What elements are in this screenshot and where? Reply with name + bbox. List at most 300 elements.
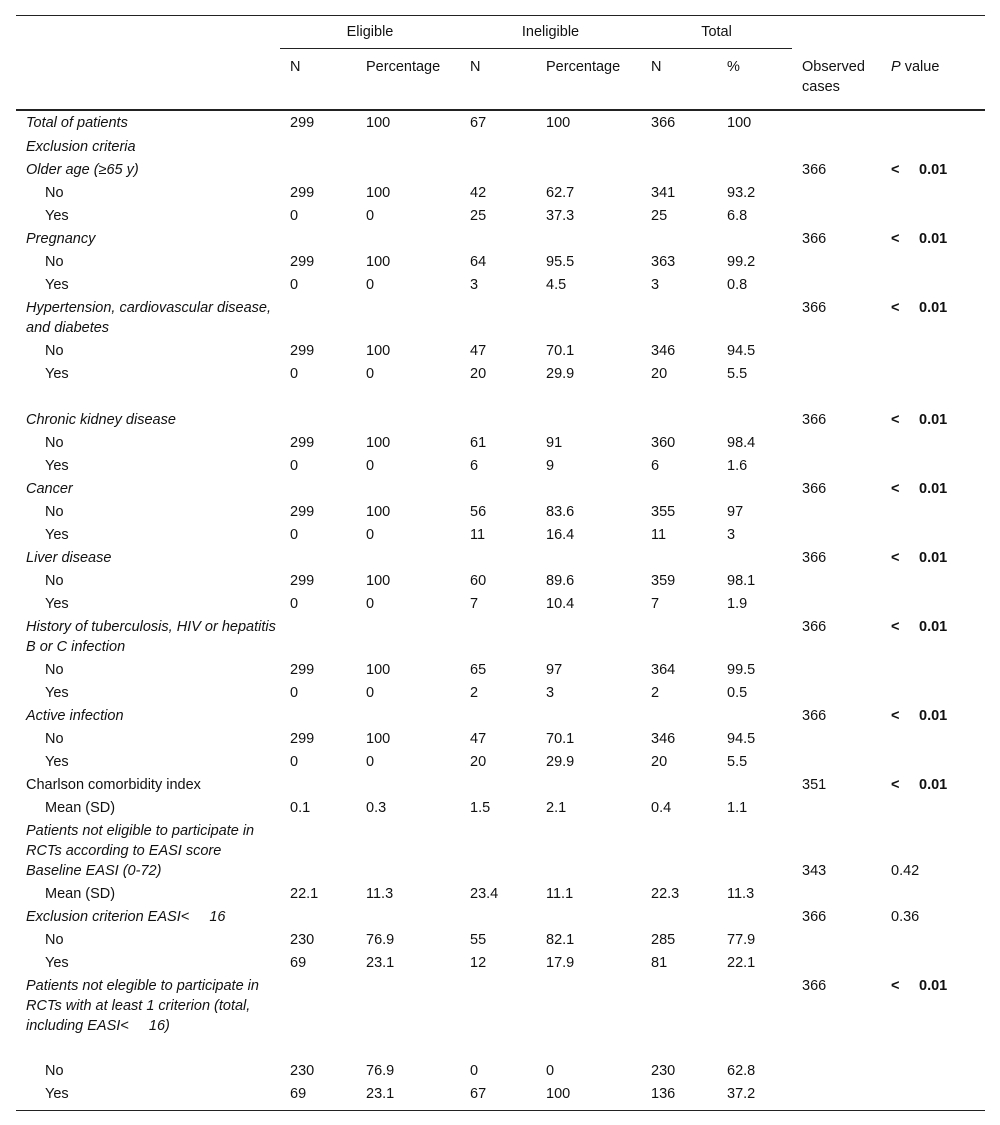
p-value-cell: [881, 364, 985, 387]
observed-cases-cell: [792, 341, 881, 364]
table-cell: [536, 821, 641, 861]
table-cell: 67: [460, 1084, 536, 1111]
observed-cases-cell: [792, 660, 881, 683]
row-label: No: [45, 662, 64, 678]
p-value-cell: [881, 798, 985, 821]
p-value: 0.01: [919, 162, 948, 178]
observed-cases-cell: 366: [802, 162, 827, 178]
table-row: [16, 729, 985, 752]
table-row: [16, 706, 985, 729]
table-cell: 359: [651, 573, 676, 589]
p-value-cell: [881, 548, 985, 571]
table-row: [16, 479, 985, 502]
table-row: [16, 525, 985, 548]
table-cell: 11.1: [546, 886, 574, 902]
table-cell: [460, 479, 536, 502]
group-total: [641, 16, 792, 49]
p-value-cell: [881, 752, 985, 775]
table-cell: 67: [470, 115, 487, 131]
observed-cases-cell: [792, 821, 881, 861]
observed-cases-cell: [792, 729, 881, 752]
p-value-cell: [881, 275, 985, 298]
table-cell: [641, 137, 717, 160]
p-value: 0.01: [919, 481, 948, 497]
p-value: 0.01: [919, 300, 948, 316]
table-cell: 70.1: [546, 343, 575, 359]
table-cell: 62.8: [727, 1063, 756, 1079]
p-value-cell: [881, 137, 985, 160]
table-row: [16, 1084, 985, 1111]
table-cell: [356, 160, 460, 183]
table-cell: 20: [651, 366, 668, 382]
p-value: 0.01: [919, 412, 948, 428]
table-cell: 366: [651, 115, 676, 131]
table-row: [16, 617, 985, 660]
table-cell: 37.2: [717, 1084, 792, 1111]
row-label: No: [45, 185, 64, 201]
table-cell: [280, 907, 356, 930]
table-cell: 7: [470, 596, 479, 612]
row-label: Patients not elegible to participate in RCTs with at least 1 criterion (total, including EASI< 16): [26, 978, 263, 1034]
table-cell: [356, 548, 460, 571]
table-cell: 20: [651, 754, 668, 770]
table-cell: 100: [727, 115, 752, 131]
table-cell: 100: [366, 115, 391, 131]
less-than-sign: <: [891, 777, 900, 793]
p-value-cell: [881, 298, 985, 341]
col-header: Percentage: [536, 49, 641, 111]
table-cell: 94.5: [727, 343, 756, 359]
table-cell: 0: [290, 366, 299, 382]
table-cell: 0: [366, 277, 375, 293]
table-cell: 364: [651, 662, 676, 678]
row-label: Yes: [45, 527, 69, 543]
table-cell: [536, 976, 641, 1061]
table-cell: [356, 976, 460, 1061]
table-cell: [356, 137, 460, 160]
table-row: [16, 160, 985, 183]
observed-cases-cell: [792, 1061, 881, 1084]
table-row: [16, 571, 985, 594]
table-cell: [460, 548, 536, 571]
table-row: [16, 387, 985, 433]
table-cell: [536, 229, 641, 252]
table-cell: 99.5: [727, 662, 756, 678]
table-row: [16, 229, 985, 252]
col-header: Percentage: [356, 49, 460, 111]
table-cell: 0.4: [651, 800, 672, 816]
table-cell: 22.3: [651, 886, 680, 902]
table-row: [16, 752, 985, 775]
col-header-observed: Observed cases: [792, 49, 881, 111]
row-label: No: [45, 573, 64, 589]
table-cell: 29.9: [546, 754, 575, 770]
observed-cases-cell: 366: [802, 550, 827, 566]
p-value-cell: [881, 341, 985, 364]
p-value-cell: [881, 861, 985, 884]
table-cell: [641, 298, 717, 341]
row-label: Yes: [45, 366, 69, 382]
table-cell: 47: [470, 343, 487, 359]
p-value: 0.01: [919, 550, 948, 566]
col-header: N: [280, 49, 356, 111]
header-blank: [881, 16, 985, 49]
group-eligible: [280, 16, 460, 49]
row-label: Patients not eligible to participate in RCTs according to EASI score: [26, 823, 259, 859]
p-value-cell: [881, 821, 985, 861]
table-cell: 64: [470, 254, 487, 270]
table-cell: [536, 861, 641, 884]
less-than-sign: <: [891, 412, 900, 428]
table-cell: 97: [727, 504, 744, 520]
row-label: Liver disease: [26, 550, 112, 566]
row-label: No: [45, 343, 64, 359]
p-value: 0.01: [919, 619, 948, 635]
table-cell: [460, 821, 536, 861]
observed-cases-cell: [792, 456, 881, 479]
table-cell: [460, 160, 536, 183]
table-cell: 1.5: [470, 800, 491, 816]
table-cell: 69: [290, 955, 307, 971]
p-value: 0.01: [919, 708, 948, 724]
table-cell: 0: [366, 458, 375, 474]
table-cell: [356, 229, 460, 252]
table-cell: [641, 775, 717, 798]
row-label: Yes: [45, 277, 69, 293]
table-cell: 230: [651, 1063, 676, 1079]
table-cell: 94.5: [727, 731, 756, 747]
table-cell: 0.1: [290, 800, 311, 816]
table-cell: 16.4: [546, 527, 575, 543]
row-label: No: [45, 254, 64, 270]
table-row: [16, 298, 985, 341]
table-cell: 76.9: [366, 1063, 395, 1079]
table-cell: 1.9: [727, 596, 748, 612]
observed-cases-cell: [792, 206, 881, 229]
table-cell: [536, 548, 641, 571]
table-cell: 82.1: [546, 932, 575, 948]
p-value-cell: [881, 683, 985, 706]
table-cell: 0: [290, 685, 299, 701]
table-cell: 299: [290, 435, 315, 451]
table-cell: [356, 821, 460, 861]
observed-cases-cell: 366: [802, 300, 827, 316]
group-ineligible: [460, 16, 641, 49]
observed-cases-cell: [792, 752, 881, 775]
table-cell: [460, 775, 536, 798]
less-than-sign: <: [891, 481, 900, 497]
table-cell: 47: [470, 731, 487, 747]
table-row: [16, 275, 985, 298]
table-cell: 299: [290, 185, 315, 201]
col-header: N: [641, 49, 717, 111]
row-label: Mean (SD): [45, 800, 116, 816]
table-cell: 76.9: [366, 932, 395, 948]
table-cell: 5.5: [727, 366, 748, 382]
table-cell: [717, 976, 792, 1061]
table-cell: [641, 861, 717, 884]
p-value: 0.01: [919, 978, 948, 994]
table-cell: 0: [546, 1063, 555, 1079]
p-value: 0.42: [891, 863, 920, 879]
observed-cases-cell: [792, 183, 881, 206]
table-cell: [460, 706, 536, 729]
table-cell: 89.6: [546, 573, 575, 589]
table-cell: [641, 821, 717, 861]
row-label: Hypertension, cardiovascular disease, and diabetes: [26, 300, 276, 336]
table-cell: 0: [290, 277, 299, 293]
table-cell: [641, 706, 717, 729]
table-body: [16, 110, 985, 1111]
p-value-cell: [881, 479, 985, 502]
observed-cases-cell: [792, 798, 881, 821]
p-letter: P: [891, 58, 901, 75]
header-blank: [16, 49, 280, 111]
table-row: [16, 821, 985, 861]
header-blank: [16, 16, 280, 49]
table-cell: [460, 387, 536, 433]
col-header: N: [460, 49, 536, 111]
table-cell: 100: [366, 254, 391, 270]
observed-cases-cell: [792, 433, 881, 456]
table-cell: [356, 861, 460, 884]
observed-cases-cell: [792, 953, 881, 976]
table-cell: [280, 548, 356, 571]
row-label: Active infection: [26, 708, 124, 724]
table-cell: 6.8: [727, 208, 748, 224]
table-cell: 360: [651, 435, 676, 451]
table-row: [16, 775, 985, 798]
p-value-word: value: [900, 58, 940, 75]
table-cell: 341: [651, 185, 676, 201]
observed-cases-cell: 343: [802, 863, 827, 879]
table-cell: 93.2: [727, 185, 756, 201]
table-cell: 11: [651, 527, 667, 543]
table-row: [16, 953, 985, 976]
table-cell: [717, 821, 792, 861]
table-row: [16, 548, 985, 571]
observed-cases-cell: 366: [802, 708, 827, 724]
table-cell: [717, 479, 792, 502]
table-cell: 20: [470, 366, 487, 382]
table-cell: [280, 160, 356, 183]
table-cell: 10.4: [546, 596, 575, 612]
row-label: Exclusion criteria: [26, 139, 136, 155]
table-cell: [280, 298, 356, 341]
row-label: Yes: [45, 754, 69, 770]
table-cell: [280, 706, 356, 729]
table-cell: 70.1: [546, 731, 575, 747]
row-label: Exclusion criterion EASI< 16: [26, 909, 226, 925]
less-than-sign: <: [891, 231, 900, 247]
table-row: [16, 183, 985, 206]
table-cell: [717, 548, 792, 571]
p-value-cell: [881, 525, 985, 548]
table-cell: 0.5: [727, 685, 748, 701]
header-blank: [792, 16, 881, 49]
table-cell: [280, 617, 356, 660]
table-cell: [280, 861, 356, 884]
table-cell: 363: [651, 254, 676, 270]
p-value-cell: [881, 884, 985, 907]
row-label: Yes: [45, 208, 69, 224]
table-cell: [717, 907, 792, 930]
table-cell: 69: [280, 1084, 356, 1111]
row-label: No: [45, 731, 64, 747]
col-header-pvalue: [881, 49, 985, 111]
table-cell: 0: [290, 458, 299, 474]
row-label: Baseline EASI (0-72): [26, 863, 162, 879]
table-cell: 3: [727, 527, 736, 543]
table-cell: 56: [470, 504, 487, 520]
p-value-cell: [881, 229, 985, 252]
table-cell: 0: [366, 685, 375, 701]
table-cell: 91: [546, 435, 563, 451]
table-row: [16, 660, 985, 683]
less-than-sign: <: [891, 162, 900, 178]
observed-cases-cell: 366: [802, 619, 827, 635]
table-cell: 37.3: [546, 208, 575, 224]
table-cell: 62.7: [546, 185, 575, 201]
observed-cases-cell: 366: [802, 481, 827, 497]
table-cell: [280, 387, 356, 433]
p-value-cell: [881, 660, 985, 683]
table-cell: [536, 617, 641, 660]
table-cell: 299: [290, 343, 315, 359]
p-value-cell: [881, 502, 985, 525]
table-cell: [641, 907, 717, 930]
table-row: [16, 861, 985, 884]
table-cell: [641, 229, 717, 252]
table-cell: [280, 821, 356, 861]
table-cell: [460, 976, 536, 1061]
p-value-cell: [881, 953, 985, 976]
less-than-sign: <: [891, 708, 900, 724]
table-row: [16, 206, 985, 229]
table-cell: 7: [651, 596, 660, 612]
table-cell: 100: [536, 1084, 641, 1111]
observed-cases-cell: [792, 683, 881, 706]
p-value-cell: [881, 456, 985, 479]
table-cell: [641, 387, 717, 433]
table-cell: [460, 229, 536, 252]
table-cell: 1.1: [727, 800, 748, 816]
row-label: Total of patients: [26, 115, 128, 131]
less-than-sign: <: [891, 300, 900, 316]
table-row: [16, 1061, 985, 1084]
p-value-cell: [881, 706, 985, 729]
table-cell: 60: [470, 573, 487, 589]
table-cell: 29.9: [546, 366, 575, 382]
table-row: [16, 976, 985, 1061]
table-row: [16, 433, 985, 456]
table-cell: 100: [366, 662, 391, 678]
table-cell: 12: [470, 955, 487, 971]
row-label: Yes: [45, 596, 69, 612]
group-label: Eligible: [346, 24, 394, 40]
table-cell: 0.8: [727, 277, 748, 293]
table-cell: [536, 706, 641, 729]
p-value: 0.36: [891, 909, 920, 925]
row-label: Yes: [45, 955, 69, 971]
table-cell: 285: [651, 932, 676, 948]
p-value-cell: [881, 252, 985, 275]
table-cell: [536, 387, 641, 433]
table-cell: 346: [651, 731, 676, 747]
table-cell: [280, 137, 356, 160]
p-value-cell: [881, 729, 985, 752]
less-than-sign: <: [891, 978, 900, 994]
less-than-sign: <: [891, 619, 900, 635]
observed-cases-cell: [792, 502, 881, 525]
table-cell: [717, 229, 792, 252]
table-cell: 230: [290, 932, 315, 948]
table-cell: 0: [366, 208, 375, 224]
row-label: No: [45, 932, 64, 948]
table-cell: 0.3: [366, 800, 387, 816]
observed-cases-cell: [792, 364, 881, 387]
p-value-cell: [881, 594, 985, 617]
observed-cases-cell: [792, 275, 881, 298]
table-cell: 97: [546, 662, 563, 678]
table-cell: [536, 907, 641, 930]
table-cell: 3: [651, 277, 660, 293]
table-row: [16, 907, 985, 930]
table-cell: 0: [366, 527, 375, 543]
table-cell: 0: [366, 754, 375, 770]
table-cell: 20: [470, 754, 487, 770]
table-cell: 77.9: [727, 932, 756, 948]
p-value-cell: [881, 160, 985, 183]
observed-cases-cell: [792, 137, 881, 160]
p-value-cell: [881, 976, 985, 1061]
table-cell: 6: [470, 458, 479, 474]
p-value-cell: [881, 907, 985, 930]
table-cell: [460, 861, 536, 884]
table-cell: [536, 479, 641, 502]
table-cell: 99.2: [727, 254, 756, 270]
less-than-sign: <: [891, 550, 900, 566]
row-label: History of tuberculosis, HIV or hepatitis B or C infection: [26, 619, 280, 655]
table-row: [16, 798, 985, 821]
table-cell: [717, 861, 792, 884]
observed-cases-cell: 366: [802, 978, 827, 994]
table-cell: 230: [290, 1063, 315, 1079]
table-cell: 11: [470, 527, 486, 543]
p-value: 0.01: [919, 777, 948, 793]
table-cell: [536, 137, 641, 160]
table-cell: [356, 617, 460, 660]
table-cell: [460, 137, 536, 160]
p-value-cell: [881, 571, 985, 594]
table-cell: 2: [470, 685, 479, 701]
table-cell: [356, 775, 460, 798]
table-cell: 55: [470, 932, 487, 948]
observed-cases-cell: [792, 252, 881, 275]
row-label: Mean (SD): [45, 886, 116, 902]
p-value-cell: [881, 433, 985, 456]
table-row: [16, 364, 985, 387]
row-label: Charlson comorbidity index: [26, 777, 201, 793]
table-row: [16, 683, 985, 706]
table-cell: 42: [470, 185, 487, 201]
table-cell: 0: [290, 527, 299, 543]
table-cell: 100: [366, 185, 391, 201]
table-cell: 25: [651, 208, 668, 224]
table-cell: 0: [290, 754, 299, 770]
p-value: 0.01: [919, 231, 948, 247]
table-cell: [641, 160, 717, 183]
